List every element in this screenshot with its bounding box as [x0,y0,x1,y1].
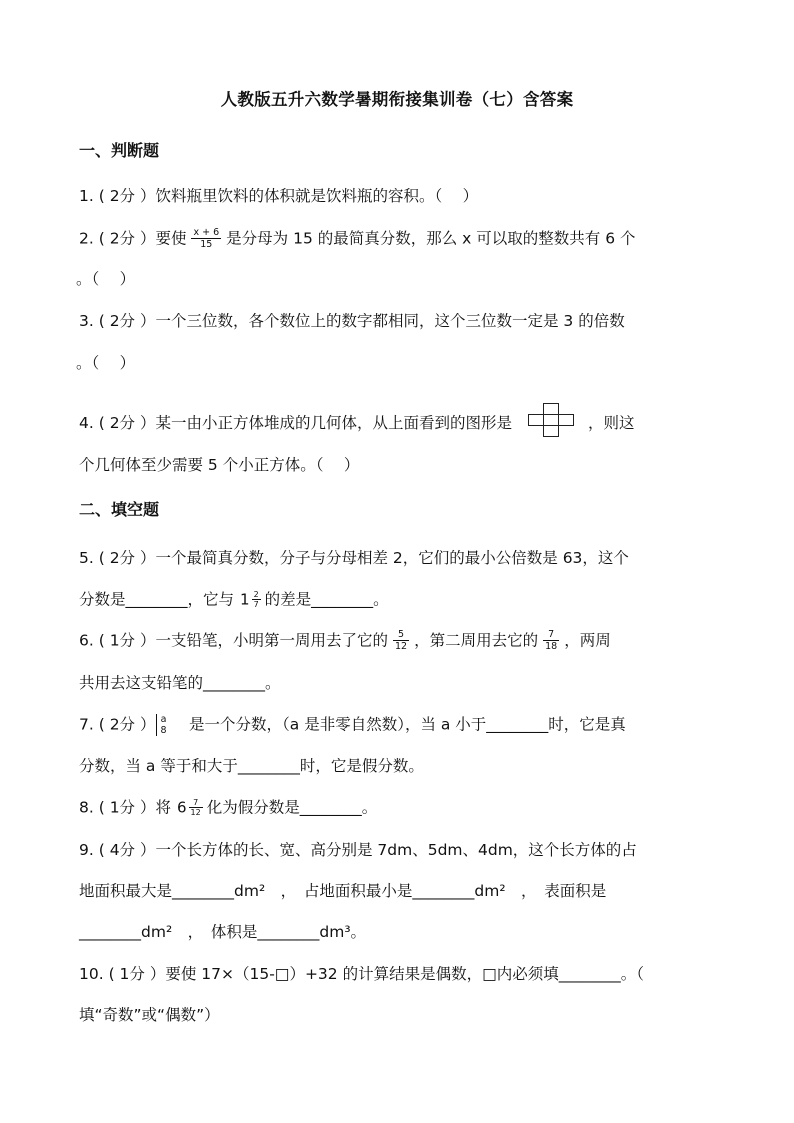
fraction-numerator: 2 [253,590,259,600]
question-8-text-post: 化为假分数是________。 [206,798,378,817]
question-10: 10. ( 1分 ）要使 17×（15-□）+32 的计算结果是偶数，□内必须填________。（ [79,965,644,983]
page-title: 人教版五升六数学暑期衔接集训卷（七）含答案 [220,90,574,109]
fraction-denominator: 15 [200,239,213,250]
fraction-5-over-12 [393,629,409,652]
question-4-text-pre: 4. ( 2分 ）某一由小正方体堆成的几何体，从上面看到的图形是 [79,414,512,432]
question-5-text-pre: 分数是________，它与 [79,590,235,609]
question-3-line2: 。（ ） [76,354,136,372]
question-9: 9. ( 4分 ）一个长方体的长、宽、高分别是 7dm、5dm、4dm，这个长方体的占 [79,841,637,859]
question-6-line2: 共用去这支铅笔的________。 [79,674,281,692]
fraction-numerator: 5 [393,629,409,641]
question-5-text-post: 的差是________。 [264,590,389,609]
mixed-fraction [252,590,261,609]
mixed-fraction [189,798,203,817]
question-1: 1. ( 2分 ）饮料瓶里饮料的体积就是饮料瓶的容积。（ ） [79,187,479,205]
question-6 [79,629,724,652]
fraction-numerator: 7 [189,798,203,808]
top-view-cross-figure [528,403,574,443]
question-9-line3: ________dm² ， 体积是________dm³。 [79,923,367,941]
fraction-numerator: 7 [543,629,559,641]
question-7 [79,713,724,736]
fraction-numerator: a [160,713,167,725]
fraction-numerator: x + 6 [193,227,220,238]
fraction-a-over-8 [156,714,168,736]
question-9-line2: 地面积最大是________dm² ， 占地面积最小是________dm² ， 表面积是 [79,882,607,900]
question-6-text-mid: ，第二周用去它的 [414,631,539,650]
question-8 [79,796,724,819]
question-3: 3. ( 2分 ）一个三位数，各个数位上的数字都相同，这个三位数一定是 3 的倍数 [79,312,625,330]
question-5: 5. ( 2分 ）一个最简真分数，分子与分母相差 2，它们的最小公倍数是 63，这个 [79,549,629,567]
question-4 [79,403,724,443]
section-fill-heading: 二、填空题 [79,500,160,519]
question-2-line2: 。（ ） [76,270,136,288]
fraction-denominator: 18 [545,641,558,652]
question-4-line2: 个几何体至少需要 5 个小正方体。（ ） [79,456,360,474]
question-2-text-post: 是分母为 15 的最简真分数，那么 x 可以取的整数共有 6 个 [226,229,636,248]
question-7-text-post: 是一个分数，（a 是非零自然数），当 a 小于________时，它是真 [173,715,626,734]
question-10-line2: 填“奇数”或“偶数”） [79,1006,220,1024]
question-6-text-pre: 6. ( 1分 ）一支铅笔，小明第一周用去了它的 [79,631,388,650]
question-5-line2 [79,588,724,611]
question-7-text-pre: 7. ( 2分 ） [79,715,156,734]
question-4-text-post: ，则这 [587,414,635,432]
question-8-text-pre: 8. ( 1分 ）将 [79,798,171,817]
mixed-whole: 1 [240,590,250,609]
fraction-denominator: 12 [394,641,408,652]
fraction-7-over-18 [543,629,559,652]
question-6-text-post: ，两周 [564,631,611,650]
fraction-x-plus-6-over-15 [191,227,221,250]
question-7-line2: 分数，当 a 等于和大于________时，它是假分数。 [79,757,424,775]
question-2-text-pre: 2. ( 2分 ）要使 [79,229,187,248]
mixed-whole: 6 [176,798,187,817]
fraction-denominator: 7 [253,600,259,610]
mixed-number-1-2-7 [240,588,263,611]
section-judge-heading: 一、判断题 [79,141,160,160]
mixed-number-6-7-12 [177,796,205,819]
question-2 [79,227,724,250]
fraction-denominator: 8 [160,724,167,736]
fraction-denominator: 12 [190,808,201,818]
